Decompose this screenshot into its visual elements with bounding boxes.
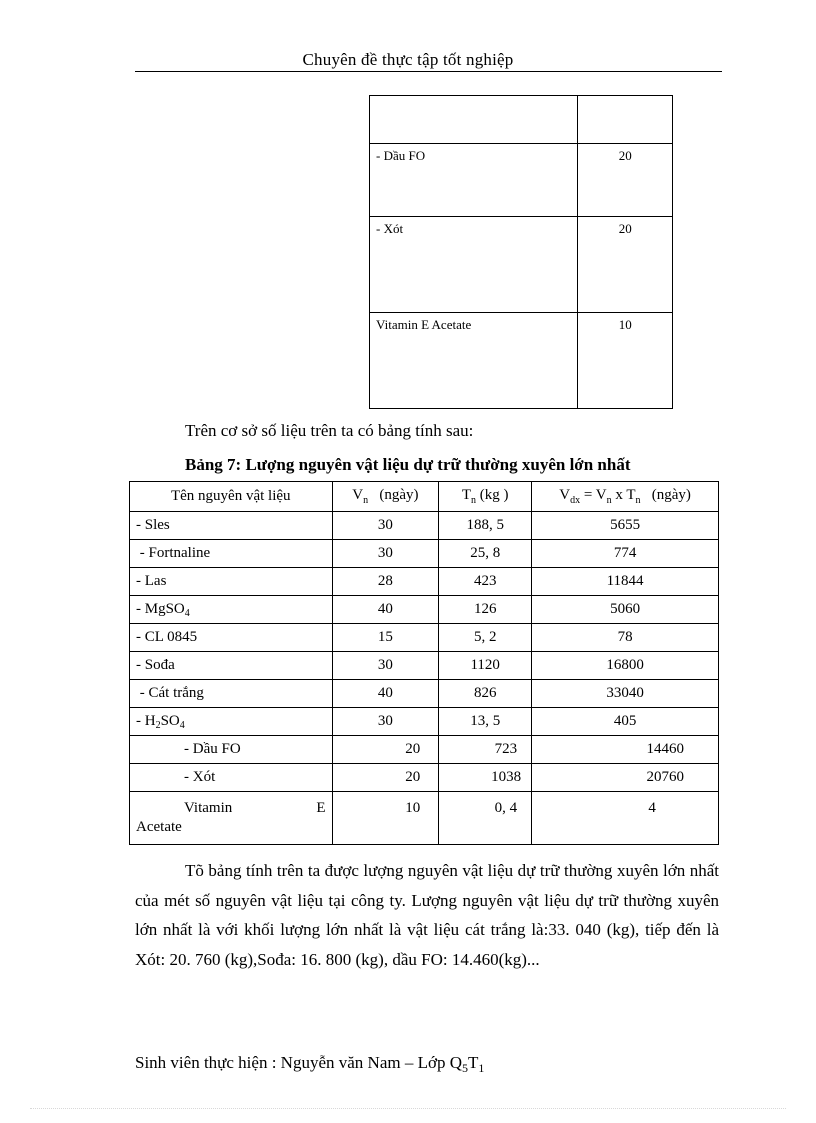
cell-tn: 1120 <box>439 652 532 680</box>
cell-vn: 15 <box>332 624 439 652</box>
footer-author: Sinh viên thực hiện : Nguyễn văn Nam – Lớp $Q_5T_1$ <box>135 1053 485 1075</box>
table-row <box>370 96 673 144</box>
cell-vn: 30 <box>332 652 439 680</box>
table-cell: Vitamin E Acetate <box>370 313 578 409</box>
cell-tn: 5, 2 <box>439 624 532 652</box>
cell-tn: 0, 4 <box>439 792 532 845</box>
table-row <box>130 680 719 708</box>
cell-tn: 826 <box>439 680 532 708</box>
cell-name: - Sođa <box>130 652 333 680</box>
cell-vdx: 11844 <box>532 568 719 596</box>
cell-tn: 1038 <box>439 764 532 792</box>
table-cell: - Dầu FO <box>370 144 578 217</box>
table-header-row <box>130 482 719 512</box>
cell-name: - Dầu FO <box>130 736 333 764</box>
cell-vdx: 78 <box>532 624 719 652</box>
page-bottom-divider <box>30 1108 786 1109</box>
table-row <box>370 313 673 409</box>
table-cell: 20 <box>578 217 673 313</box>
table-row <box>370 144 673 217</box>
table-row <box>370 217 673 313</box>
table-row <box>130 624 719 652</box>
intro-text: Trên cơ sở số liệu trên ta có bảng tính sau: <box>185 421 474 440</box>
cell-vn: 30 <box>332 708 439 736</box>
table-row <box>130 792 719 845</box>
materials-table <box>129 481 719 845</box>
cell-vdx: 33040 <box>532 680 719 708</box>
cell-tn: 188, 5 <box>439 512 532 540</box>
cell-vdx: 4 <box>532 792 719 845</box>
table-cell: 20 <box>578 144 673 217</box>
table-row <box>130 568 719 596</box>
cell-tn: 25, 8 <box>439 540 532 568</box>
cell-vdx: 16800 <box>532 652 719 680</box>
header-divider <box>135 71 722 72</box>
table-row <box>130 764 719 792</box>
cell-vdx: 5655 <box>532 512 719 540</box>
cell-vdx: 405 <box>532 708 719 736</box>
table-row <box>130 540 719 568</box>
page-header-title: Chuyên đề thực tập tốt nghiệp <box>302 50 514 69</box>
cell-vn: 10 <box>332 792 439 845</box>
table-row <box>130 736 719 764</box>
cell-tn: 126 <box>439 596 532 624</box>
cell-name: - Las <box>130 568 333 596</box>
cell-name: Vitamin E Acetate <box>130 792 333 845</box>
table-row <box>130 512 719 540</box>
cell-vn: 40 <box>332 596 439 624</box>
table-cell <box>370 96 578 144</box>
small-table <box>369 95 673 409</box>
cell-vn: 40 <box>332 680 439 708</box>
table-row <box>130 596 719 624</box>
table-row <box>130 708 719 736</box>
cell-vn: 30 <box>332 512 439 540</box>
table-cell <box>578 96 673 144</box>
cell-vn: 30 <box>332 540 439 568</box>
cell-name: - Sles <box>130 512 333 540</box>
cell-vn: 20 <box>332 736 439 764</box>
table-cell: 10 <box>578 313 673 409</box>
cell-name: - $H_2SO_4$ <box>130 708 333 736</box>
cell-name: - Xót <box>130 764 333 792</box>
body-paragraph: Tõ bảng tính trên ta được lượng nguyên vật liệu dự trữ thường xuyên lớn nhất của mét số nguyên vật liệu tại công ty. Lượng nguyên vật liệu dự trữ thường xuyên lớn nhất là với khối lượng lớn nhất là vật liệu cát trắng là:33. 040 (kg), tiếp đến là Xót: 20. 760 (kg),Sođa: 16. 800 (kg), dầu FO: 14.460(kg)... <box>135 861 719 969</box>
cell-vdx: 20760 <box>532 764 719 792</box>
cell-vdx: 774 <box>532 540 719 568</box>
header-name: Tên nguyên vật liệu <box>130 482 333 512</box>
cell-tn: 423 <box>439 568 532 596</box>
table-row <box>130 652 719 680</box>
cell-vn: 28 <box>332 568 439 596</box>
table-title: Bảng 7: Lượng nguyên vật liệu dự trữ thường xuyên lớn nhất <box>185 455 631 474</box>
cell-vdx: 14460 <box>532 736 719 764</box>
header-vn: $V_n$ (ngày) <box>332 482 439 512</box>
cell-tn: 723 <box>439 736 532 764</box>
table-cell: - Xót <box>370 217 578 313</box>
cell-name: - MgSO$_4$ <box>130 596 333 624</box>
header-vdx: $V_{dx} = V_n$ x $T_n$ (ngày) <box>532 482 719 512</box>
cell-vdx: 5060 <box>532 596 719 624</box>
header-tn: $T_n$ (kg ) <box>439 482 532 512</box>
cell-name: - Cát trắng <box>130 680 333 708</box>
cell-name: - Fortnaline <box>130 540 333 568</box>
cell-vn: 20 <box>332 764 439 792</box>
cell-tn: 13, 5 <box>439 708 532 736</box>
cell-name: - CL 0845 <box>130 624 333 652</box>
